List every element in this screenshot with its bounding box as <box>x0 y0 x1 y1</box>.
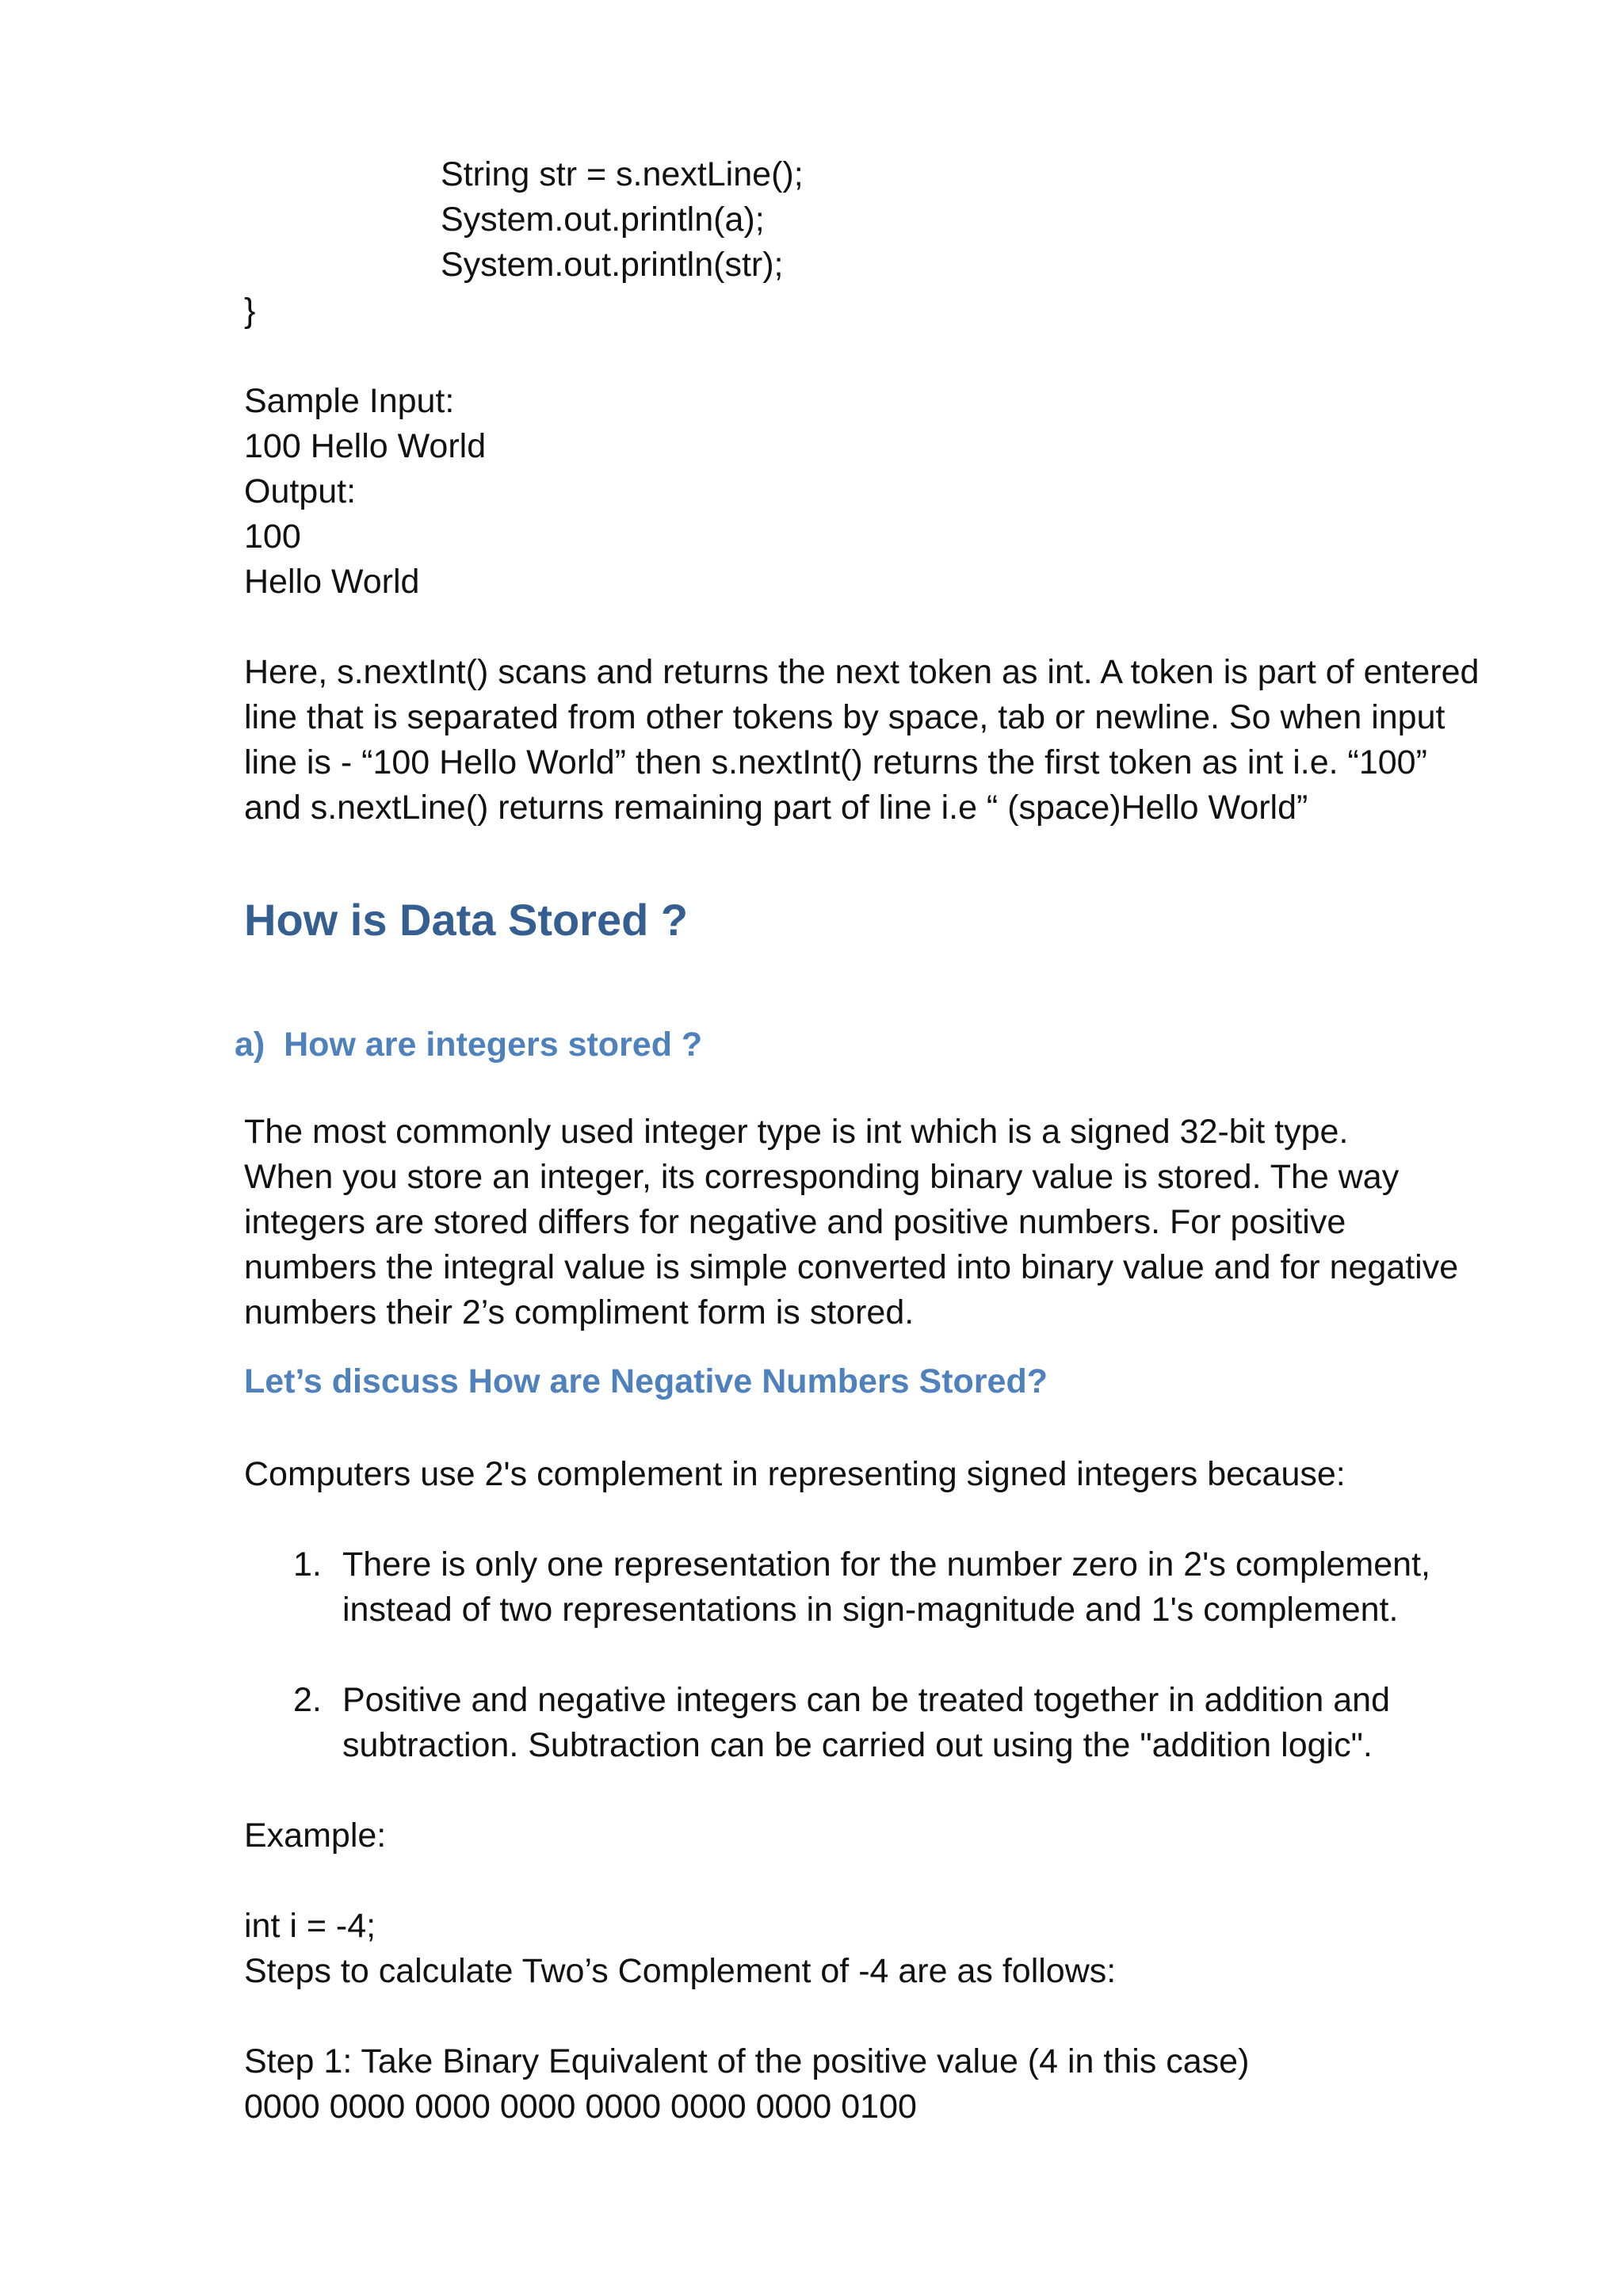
sample-input-value: 100 Hello World <box>244 427 487 465</box>
list-item <box>293 1542 1529 1633</box>
code-line: System.out.println(str); <box>441 246 784 284</box>
integers-line: numbers their 2’s compliment form is stored. <box>244 1293 915 1331</box>
integers-line: When you store an integer, its corresponding binary value is stored. The way <box>244 1158 1400 1196</box>
integers-line: The most commonly used integer type is int which is a signed 32-bit type. <box>244 1113 1349 1151</box>
subsection-heading: a) How are integers stored ? <box>235 1026 703 1064</box>
list-item-line: There is only one representation for the number zero in 2's complement, <box>342 1545 1430 1584</box>
integers-line: integers are stored differs for negative and positive numbers. For positive <box>244 1203 1346 1241</box>
code-line: System.out.println(a); <box>441 201 765 239</box>
example-code: int i = -4; <box>244 1907 376 1945</box>
negative-numbers-heading: Let’s discuss How are Negative Numbers Stored? <box>244 1362 1048 1400</box>
code-line: String str = s.nextLine(); <box>441 155 804 193</box>
list-number: 2. <box>293 1681 322 1719</box>
integers-line: numbers the integral value is simple converted into binary value and for negative <box>244 1248 1459 1286</box>
example-label: Example: <box>244 1817 387 1855</box>
sample-output-line: 100 <box>244 518 301 556</box>
section-heading: How is Data Stored ? <box>244 895 689 945</box>
computers-line: Computers use 2's complement in representing signed integers because: <box>244 1455 1346 1493</box>
list-item <box>293 1678 1529 1768</box>
list-number: 1. <box>293 1545 322 1584</box>
sample-output-line: Hello World <box>244 563 420 601</box>
steps-intro: Steps to calculate Two’s Complement of -4 are as follows: <box>244 1952 1117 1990</box>
step-1-text: Step 1: Take Binary Equivalent of the positive value (4 in this case) <box>244 2042 1250 2080</box>
list-item-line: instead of two representations in sign-magnitude and 1's complement. <box>342 1591 1399 1629</box>
step-1-binary: 0000 0000 0000 0000 0000 0000 0000 0100 <box>244 2088 917 2126</box>
explanation-line: Here, s.nextInt() scans and returns the next token as int. A token is part of entered <box>244 653 1480 691</box>
sample-output-label: Output: <box>244 472 357 510</box>
explanation-line: line that is separated from other tokens by space, tab or newline. So when input <box>244 698 1445 736</box>
explanation-line: line is - “100 Hello World” then s.nextInt() returns the first token as int i.e. “100” <box>244 743 1427 781</box>
explanation-line: and s.nextLine() returns remaining part of line i.e “ (space)Hello World” <box>244 789 1308 827</box>
list-item-line: Positive and negative integers can be treated together in addition and <box>342 1681 1390 1719</box>
sample-input-label: Sample Input: <box>244 382 455 420</box>
list-item-line: subtraction. Subtraction can be carried out using the "addition logic". <box>342 1726 1373 1764</box>
closing-brace: } <box>244 292 256 330</box>
